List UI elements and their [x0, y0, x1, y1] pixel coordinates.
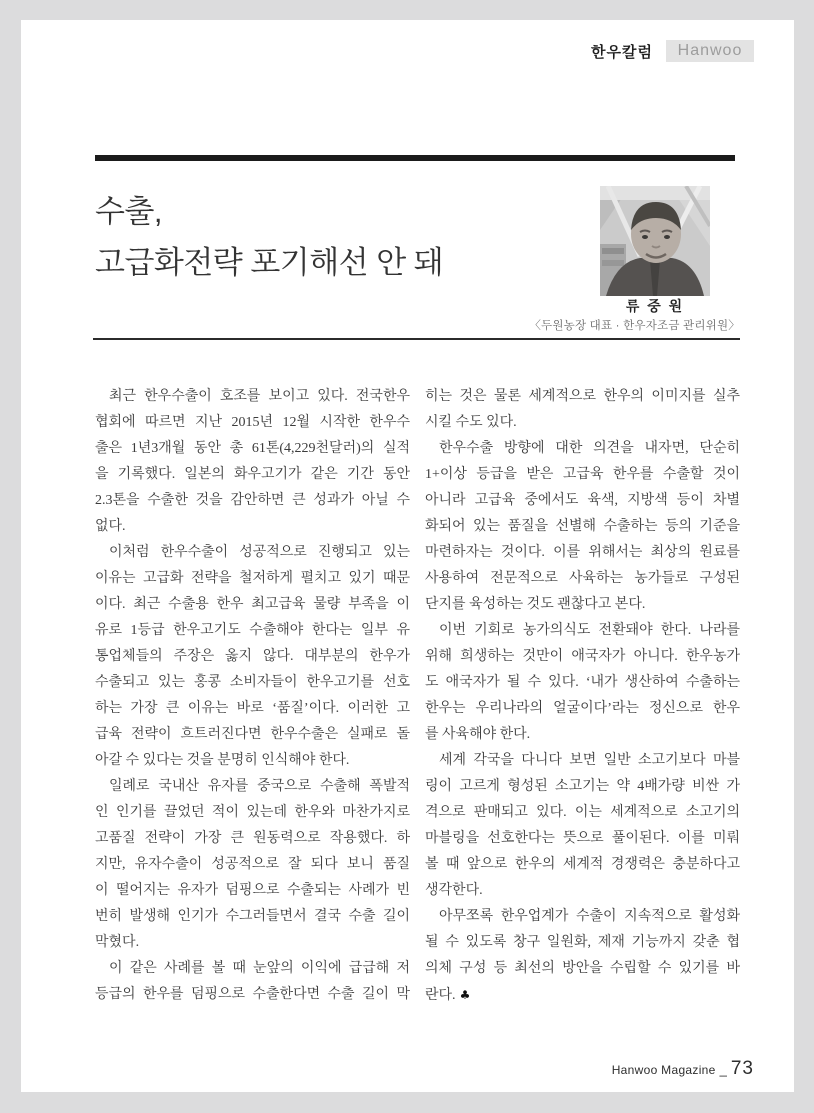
body-line: 1+이상 등급을 받은 고급육 한우를 수출할 것이 — [425, 467, 740, 482]
article-column-1 — [95, 384, 410, 1008]
body-line: 고품질 전략이 가장 큰 원동력으로 작용했다. 하 — [95, 831, 410, 846]
body-line: 아갈 수 있다는 것을 분명히 인식해야 한다. — [95, 753, 350, 768]
body-line: 이 같은 사례를 볼 때 눈앞의 이익에 급급해 저 — [109, 961, 410, 976]
article-column-2 — [425, 384, 740, 1008]
body-line: 볼 때 앞으로 한우의 세계적 경쟁력은 충분하다고 — [425, 857, 740, 872]
author-name: 류 중 원 — [625, 298, 685, 314]
page-footer — [612, 1058, 754, 1080]
body-line: 란다. ♣ — [425, 988, 471, 1003]
body-line: 될 수 있도록 창구 일원화, 제재 기능까지 갖춘 협 — [425, 935, 740, 950]
body-line: 출은 1년3개월 동안 총 61톤(4,229천달러)의 실적 — [95, 441, 410, 456]
body-line: 화되어 있는 품질을 선별해 수출하는 등의 기준을 — [425, 519, 740, 534]
body-line: 협회에 따르면 지난 2015년 12월 시작한 한우수 — [95, 415, 410, 430]
article-title-line1: 수출, — [95, 194, 163, 229]
title-top-rule — [95, 155, 735, 161]
body-line: 마블링을 선호한다는 뜻으로 풀이된다. 이를 미뤄 — [425, 831, 740, 846]
body-line: 없다. — [95, 519, 126, 534]
body-line: 최근 한우수출이 호조를 보이고 있다. 전국한우 — [109, 389, 410, 404]
body-line: 격으로 판매되고 있다. 이는 세계적으로 소고기의 — [425, 805, 740, 820]
footer-magazine-name: Hanwoo Magazine — [611, 1063, 716, 1077]
body-line: 위해 희생하는 것만이 애국자가 아니다. 한우농가 — [425, 649, 740, 664]
body-line: 통업체들의 주장은 옳지 않다. 대부분의 한우가 — [95, 649, 410, 664]
footer-separator: _ — [719, 1062, 727, 1077]
header-divider-rule — [93, 338, 740, 340]
body-line: 히는 것은 물론 세계적으로 한우의 이미지를 실추 — [425, 389, 740, 404]
body-line: 이번 기회로 농가의식도 전환돼야 한다. 나라를 — [439, 623, 740, 638]
body-line: 이유는 고급화 전략을 철저하게 펼치고 있기 때문 — [95, 571, 410, 586]
magazine-page — [21, 20, 794, 1092]
page-header — [591, 40, 754, 62]
body-line: 를 사육해야 한다. — [425, 727, 531, 742]
column-label: 한우칼럼 — [591, 43, 653, 61]
body-line: 막혔다. — [95, 935, 140, 950]
body-line: 사용하여 전문적으로 사육하는 농가들로 구성된 — [425, 571, 740, 586]
body-line: 한우는 우리나라의 얼굴이다’라는 정신으로 한우 — [425, 701, 740, 716]
magazine-tag-badge: Hanwoo — [666, 40, 754, 62]
body-line: 이다. 최근 수출용 한우 최고급육 물량 부족을 이 — [95, 597, 410, 612]
body-line: 시킬 수도 있다. — [425, 415, 517, 430]
body-line: 마련하자는 것이다. 이를 위해서는 최상의 원료를 — [425, 545, 740, 560]
body-line: 을 기록했다. 일본의 화우고기가 같은 기간 동안 — [95, 467, 410, 482]
body-line: 급육 전략이 흐트러진다면 한우수출은 실패로 돌 — [95, 727, 410, 742]
body-line: 생각한다. — [425, 883, 483, 898]
body-line: 아니라 고급육 중에서도 육색, 지방색 등이 차별 — [425, 493, 740, 508]
body-line: 링이 고르게 형성된 소고기는 약 4배가량 비싼 가 — [425, 779, 740, 794]
body-line: 도 애국자가 될 수 있다. ‘내가 생산하여 수출하는 — [425, 675, 740, 690]
body-line: 인 인기를 끌었던 적이 있는데 한우와 마찬가지로 — [95, 805, 410, 820]
body-line: 세계 각국을 다니다 보면 일반 소고기보다 마블 — [439, 753, 740, 768]
body-line: 일례로 국내산 유자를 중국으로 수출해 폭발적 — [109, 779, 410, 794]
body-line: 한우수출 방향에 대한 의견을 내자면, 단순히 — [439, 441, 740, 456]
body-line: 이처럼 한우수출이 성공적으로 진행되고 있는 — [109, 545, 410, 560]
article-end-icon: ♣ — [459, 988, 471, 1002]
body-line: 의체 구성 등 최선의 방안을 수립할 수 있기를 바 — [425, 961, 740, 976]
article-title — [95, 186, 443, 288]
footer-page-number: 73 — [730, 1058, 754, 1079]
body-line: 번히 발생해 인기가 수그러들면서 결국 수출 길이 — [95, 909, 410, 924]
author-photo — [600, 186, 710, 296]
author-portrait-illustration — [600, 186, 710, 296]
body-line: 단지를 육성하는 것도 괜찮다고 본다. — [425, 597, 646, 612]
body-line: 유로 1등급 한우고기도 수출해야 한다는 일부 유 — [95, 623, 410, 638]
body-line: 하는 가장 큰 이유는 바로 ‘품질’이다. 이러한 고 — [95, 701, 410, 716]
body-line: 아무쪼록 한우업계가 수출이 지속적으로 활성화 — [439, 909, 740, 924]
body-line: 수출되고 있는 홍콩 소비자들이 한우고기를 선호 — [95, 675, 410, 690]
article-title-line2: 고급화전략 포기해선 안 돼 — [95, 245, 444, 280]
author-affiliation: 〈두원농장 대표 · 한우자조금 관리위원〉 — [529, 320, 740, 332]
body-line: 2.3톤을 수출한 것을 감안하면 큰 성과가 아닐 수 — [95, 493, 410, 508]
body-line: 이 떨어지는 유자가 덤핑으로 수출되는 사례가 빈 — [95, 883, 410, 898]
body-line: 등급의 한우를 덤핑으로 수출한다면 수출 길이 막 — [95, 987, 410, 1002]
body-line: 지만, 유자수출이 성공적으로 잘 되다 보니 품질 — [95, 857, 410, 872]
